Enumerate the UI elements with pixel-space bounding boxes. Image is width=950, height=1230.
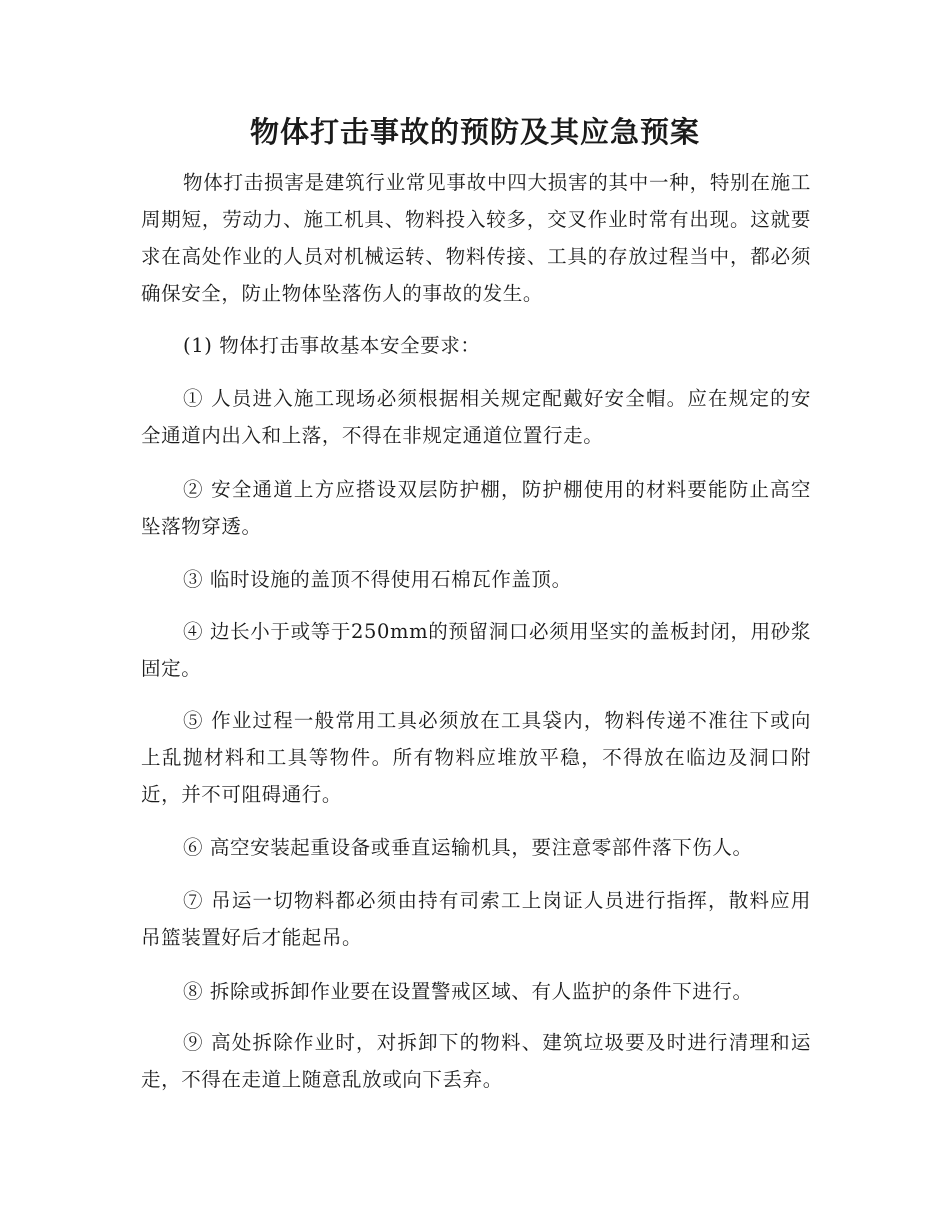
list-item-8: ⑧ 拆除或拆卸作业要在设置警戒区域、有人监护的条件下进行。: [183, 980, 753, 1003]
list-item-6: ⑥ 高空安装起重设备或垂直运输机具，要注意零部件落下伤人。: [183, 836, 753, 859]
list-item-2: ② 安全通道上方应搭设双层防护棚，防护棚使用的材料要能防止高空坠落物穿透。: [141, 478, 811, 538]
section-heading: (1) 物体打击事故基本安全要求：: [183, 334, 481, 357]
list-item-1: ① 人员进入施工现场必须根据相关规定配戴好安全帽。应在规定的安全通道内出入和上落，不得在非规定通道位置行走。: [141, 387, 811, 447]
list-item-4: ④ 边长小于或等于250mm的预留洞口必须用坚实的盖板封闭，用砂浆固定。: [141, 620, 811, 680]
list-item-5: ⑤ 作业过程一般常用工具必须放在工具袋内，物料传递不准往下或向上乱抛材料和工具等物件。所有物料应堆放平稳，不得放在临边及洞口附近，并不可阻碍通行。: [141, 709, 811, 806]
document-title: 物体打击事故的预防及其应急预案: [249, 115, 700, 149]
intro-paragraph: 物体打击损害是建筑行业常见事故中四大损害的其中一种，特别在施工周期短，劳动力、施工机具、物料投入较多，交叉作业时常有出现。这就要求在高处作业的人员对机械运转、物料传接、工具的存放过程当中，都必须确保安全，防止物体坠落伤人的事故的发生。: [141, 171, 811, 305]
list-item-9: ⑨ 高处拆除作业时，对拆卸下的物料、建筑垃圾要及时进行清理和运走，不得在走道上随意乱放或向下丢弃。: [141, 1031, 811, 1091]
list-item-3: ③ 临时设施的盖顶不得使用石棉瓦作盖顶。: [183, 568, 572, 591]
list-item-7: ⑦ 吊运一切物料都必须由持有司索工上岗证人员进行指挥，散料应用吊篮装置好后才能起吊。: [141, 889, 811, 949]
